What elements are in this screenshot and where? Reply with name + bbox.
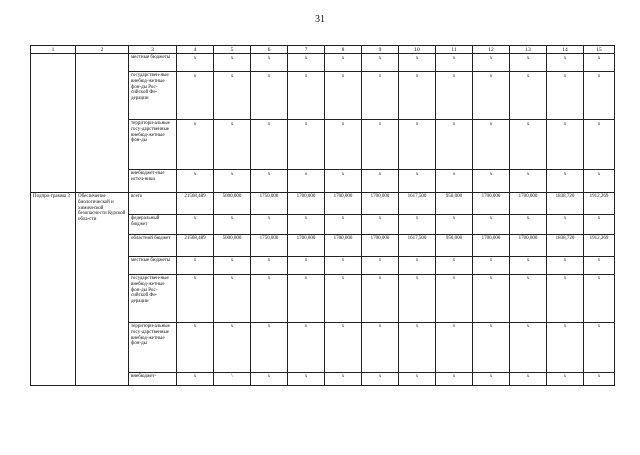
value-cell: \ <box>214 373 251 386</box>
value-cell: x <box>251 120 288 170</box>
value-cell: 1912,269 <box>584 235 615 257</box>
value-cell: x <box>584 323 615 373</box>
value-cell: x <box>510 120 547 170</box>
value-cell: 1617,500 <box>399 193 436 215</box>
column-number-header: 9 <box>362 46 399 54</box>
value-cell: x <box>177 72 214 120</box>
value-cell: 1700,000 <box>510 193 547 215</box>
value-cell: x <box>251 257 288 275</box>
value-cell: x <box>547 323 584 373</box>
table-row <box>31 193 615 215</box>
column-number-header: 8 <box>325 46 362 54</box>
value-cell: x <box>510 170 547 193</box>
value-cell: x <box>325 275 362 323</box>
value-cell: 21568,489 <box>177 235 214 257</box>
value-cell: x <box>251 170 288 193</box>
value-cell: x <box>251 215 288 235</box>
value-cell: x <box>362 323 399 373</box>
value-cell: 1700,000 <box>288 235 325 257</box>
value-cell: x <box>214 323 251 373</box>
value-cell: 5000,000 <box>214 193 251 215</box>
value-cell: x <box>436 323 473 373</box>
value-cell: x <box>214 257 251 275</box>
value-cell: x <box>288 323 325 373</box>
value-cell: x <box>547 120 584 170</box>
value-cell: x <box>510 373 547 386</box>
value-cell: x <box>251 72 288 120</box>
value-cell: x <box>473 72 510 120</box>
value-cell: x <box>436 373 473 386</box>
funding-source-label: государствен-ные внебюд-жетные фон-ды Рос-сийской Фе-дерации <box>129 275 177 323</box>
value-cell: x <box>399 72 436 120</box>
value-cell: x <box>325 323 362 373</box>
column-number-header: 13 <box>510 46 547 54</box>
value-cell: x <box>547 257 584 275</box>
value-cell: x <box>177 120 214 170</box>
column-number-header: 4 <box>177 46 214 54</box>
column-number-header: 1 <box>31 46 76 54</box>
value-cell: x <box>251 275 288 323</box>
funding-source-label: всего <box>129 193 177 215</box>
value-cell: x <box>473 54 510 72</box>
value-cell: x <box>214 215 251 235</box>
value-cell: x <box>584 170 615 193</box>
value-cell: x <box>584 373 615 386</box>
value-cell: x <box>436 257 473 275</box>
empty-cell <box>76 54 129 193</box>
value-cell: 1750,000 <box>251 235 288 257</box>
value-cell: x <box>362 170 399 193</box>
funding-source-label: внебюджет-ные источ-ники <box>129 170 177 193</box>
value-cell: x <box>473 215 510 235</box>
value-cell: x <box>288 373 325 386</box>
value-cell: x <box>288 72 325 120</box>
value-cell: x <box>177 54 214 72</box>
value-cell: x <box>436 72 473 120</box>
value-cell: x <box>288 215 325 235</box>
value-cell: 1700,000 <box>473 193 510 215</box>
value-cell: 1700,000 <box>325 193 362 215</box>
value-cell: 1700,000 <box>362 193 399 215</box>
value-cell: x <box>177 275 214 323</box>
value-cell: x <box>584 257 615 275</box>
value-cell: 1617,500 <box>399 235 436 257</box>
value-cell: x <box>251 323 288 373</box>
value-cell: x <box>584 275 615 323</box>
value-cell: x <box>510 257 547 275</box>
value-cell: x <box>325 215 362 235</box>
funding-source-label: местные бюджеты <box>129 257 177 275</box>
column-number-header: 15 <box>584 46 615 54</box>
empty-cell <box>31 54 76 193</box>
value-cell: x <box>436 170 473 193</box>
value-cell: x <box>177 373 214 386</box>
value-cell: x <box>288 120 325 170</box>
value-cell: x <box>510 275 547 323</box>
value-cell: x <box>547 373 584 386</box>
value-cell: x <box>473 170 510 193</box>
value-cell: x <box>177 257 214 275</box>
value-cell: x <box>251 54 288 72</box>
value-cell: x <box>177 170 214 193</box>
value-cell: x <box>473 275 510 323</box>
column-number-header: 5 <box>214 46 251 54</box>
column-number-header: 7 <box>288 46 325 54</box>
value-cell: x <box>325 170 362 193</box>
value-cell: 21568,489 <box>177 193 214 215</box>
value-cell: 1700,000 <box>325 235 362 257</box>
value-cell: x <box>510 323 547 373</box>
column-number-header: 2 <box>76 46 129 54</box>
value-cell: x <box>547 170 584 193</box>
value-cell: x <box>325 54 362 72</box>
value-cell: x <box>584 215 615 235</box>
value-cell: x <box>399 170 436 193</box>
value-cell: x <box>547 72 584 120</box>
value-cell: 5000,000 <box>214 235 251 257</box>
value-cell: x <box>288 170 325 193</box>
subprogram-name: Подпро-грамма 3 <box>31 193 76 386</box>
value-cell: x <box>214 54 251 72</box>
column-number-header: 14 <box>547 46 584 54</box>
value-cell: x <box>288 275 325 323</box>
value-cell: x <box>584 120 615 170</box>
subprogram-title: Обеспечение биологической и химической безопасности Курской обла-сти <box>76 193 129 386</box>
value-cell: x <box>547 215 584 235</box>
column-number-header: 10 <box>399 46 436 54</box>
value-cell: 1700,000 <box>362 235 399 257</box>
funding-source-label: территори-альные госу-дарственные внебюд-жетные фон-ды <box>129 323 177 373</box>
value-cell: 950,000 <box>436 235 473 257</box>
value-cell: x <box>362 54 399 72</box>
value-cell: x <box>362 72 399 120</box>
budget-table <box>30 45 615 386</box>
value-cell: x <box>362 373 399 386</box>
value-cell: x <box>510 215 547 235</box>
value-cell: x <box>547 54 584 72</box>
value-cell: x <box>177 215 214 235</box>
value-cell: x <box>473 257 510 275</box>
funding-source-label: территори-альные госу-дарственные внебюд-жетные фон-ды <box>129 120 177 170</box>
value-cell: x <box>436 215 473 235</box>
value-cell: 1912,269 <box>584 193 615 215</box>
value-cell: x <box>325 257 362 275</box>
value-cell: x <box>399 257 436 275</box>
value-cell: x <box>251 373 288 386</box>
value-cell: x <box>288 257 325 275</box>
column-number-header: 3 <box>129 46 177 54</box>
value-cell: x <box>325 120 362 170</box>
value-cell: x <box>325 72 362 120</box>
value-cell: 1838,720 <box>547 193 584 215</box>
value-cell: x <box>584 72 615 120</box>
page-number: 31 <box>315 14 325 25</box>
value-cell: x <box>362 215 399 235</box>
column-number-header: 11 <box>436 46 473 54</box>
value-cell: x <box>362 120 399 170</box>
value-cell: x <box>214 275 251 323</box>
value-cell: x <box>177 323 214 373</box>
value-cell: 1700,000 <box>288 193 325 215</box>
value-cell: x <box>584 54 615 72</box>
funding-source-label: внебюджет- <box>129 373 177 386</box>
value-cell: x <box>325 373 362 386</box>
value-cell: x <box>510 72 547 120</box>
value-cell: x <box>362 257 399 275</box>
value-cell: 1838,720 <box>547 235 584 257</box>
value-cell: x <box>473 323 510 373</box>
value-cell: x <box>214 72 251 120</box>
value-cell: 1750,000 <box>251 193 288 215</box>
value-cell: x <box>473 120 510 170</box>
value-cell: x <box>399 373 436 386</box>
value-cell: x <box>399 215 436 235</box>
value-cell: 950,000 <box>436 193 473 215</box>
value-cell: 1700,000 <box>510 235 547 257</box>
funding-source-label: федеральный бюджет <box>129 215 177 235</box>
value-cell: x <box>399 275 436 323</box>
column-number-header: 6 <box>251 46 288 54</box>
value-cell: x <box>510 54 547 72</box>
funding-source-label: местные бюджеты <box>129 54 177 72</box>
value-cell: 1700,000 <box>473 235 510 257</box>
table-row <box>31 54 615 72</box>
value-cell: x <box>436 54 473 72</box>
funding-source-label: областной бюджет <box>129 235 177 257</box>
funding-source-label: государствен-ные внебюд-жетные фон-ды Рос-сийской Фе-дерации <box>129 72 177 120</box>
value-cell: x <box>436 275 473 323</box>
value-cell: x <box>399 54 436 72</box>
value-cell: x <box>288 54 325 72</box>
value-cell: x <box>214 170 251 193</box>
value-cell: x <box>399 120 436 170</box>
value-cell: x <box>362 275 399 323</box>
column-number-header: 12 <box>473 46 510 54</box>
value-cell: x <box>214 120 251 170</box>
value-cell: x <box>547 275 584 323</box>
value-cell: x <box>399 323 436 373</box>
header-row <box>31 46 615 54</box>
value-cell: x <box>436 120 473 170</box>
value-cell: x <box>473 373 510 386</box>
